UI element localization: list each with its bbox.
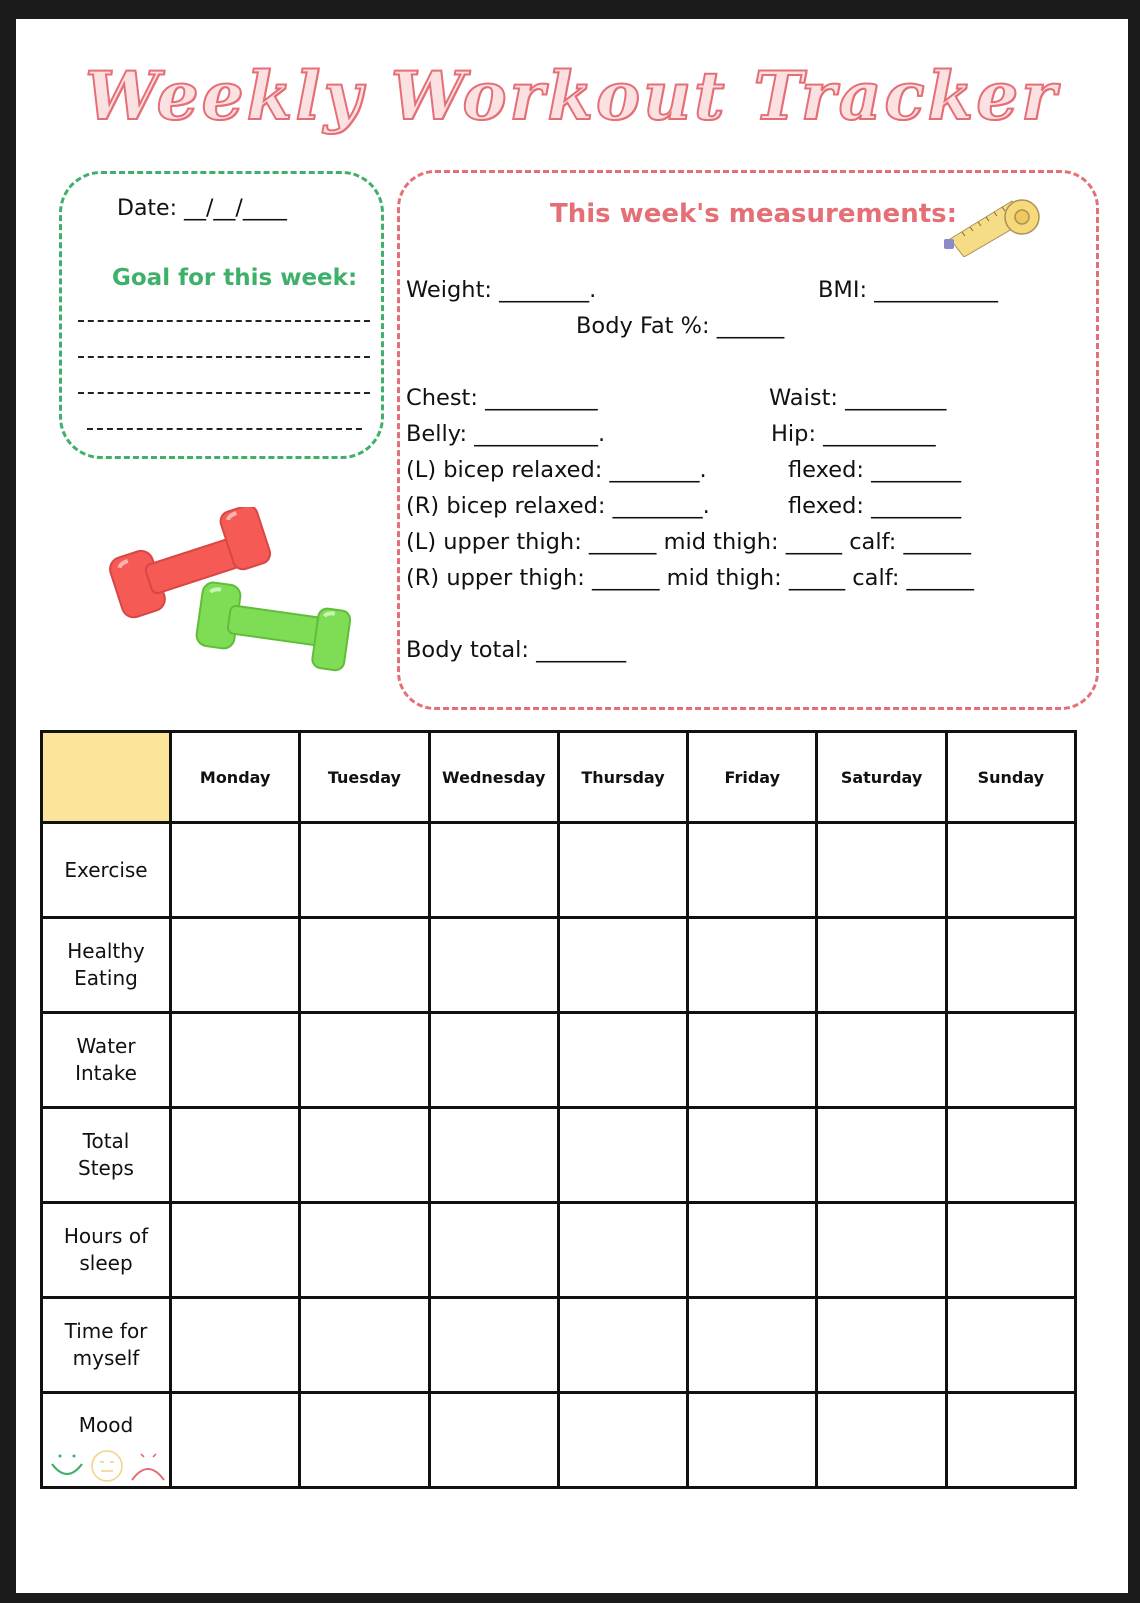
table-cell[interactable] <box>688 1393 817 1488</box>
row-label-hours-of-sleep <box>42 1203 171 1298</box>
weekly-tracker-table <box>40 730 1077 1489</box>
table-cell[interactable] <box>817 1203 946 1298</box>
row-label-text: Eating <box>74 966 138 990</box>
table-cell[interactable] <box>558 1393 687 1488</box>
table-cell[interactable] <box>429 823 558 918</box>
table-cell[interactable] <box>171 1298 300 1393</box>
table-cell[interactable] <box>429 1393 558 1488</box>
row-label-exercise <box>42 823 171 918</box>
goal-title: Goal for this week: <box>112 265 358 291</box>
table-cell[interactable] <box>171 918 300 1013</box>
goal-line-4[interactable] <box>87 428 362 430</box>
table-row <box>42 918 1076 1013</box>
table-cell[interactable] <box>688 823 817 918</box>
table-cell[interactable] <box>558 1108 687 1203</box>
day-header-tuesday: Tuesday <box>300 732 429 823</box>
row-label-mood <box>42 1393 171 1488</box>
goal-line-2[interactable] <box>78 356 370 358</box>
table-cell[interactable] <box>688 918 817 1013</box>
row-label-text: Time for <box>64 1319 148 1343</box>
table-cell[interactable] <box>688 1203 817 1298</box>
dumbbell-icon <box>101 507 351 697</box>
waist-field[interactable]: Waist: _________ <box>769 385 947 411</box>
row-label-text: Steps <box>78 1156 134 1180</box>
mood-faces <box>48 1448 166 1484</box>
table-cell[interactable] <box>946 823 1075 918</box>
date-field[interactable]: Date: __/__/____ <box>117 196 287 221</box>
row-label-water-intake <box>42 1013 171 1108</box>
corner-cell <box>42 732 171 823</box>
body-fat-field[interactable]: Body Fat %: ______ <box>576 313 785 339</box>
table-cell[interactable] <box>171 1108 300 1203</box>
day-header-friday: Friday <box>688 732 817 823</box>
table-cell[interactable] <box>171 1203 300 1298</box>
table-cell[interactable] <box>688 1298 817 1393</box>
goal-box <box>59 171 384 459</box>
table-cell[interactable] <box>171 823 300 918</box>
table-row <box>42 1013 1076 1108</box>
table-cell[interactable] <box>429 1298 558 1393</box>
row-label-total-steps <box>42 1108 171 1203</box>
table-cell[interactable] <box>558 1013 687 1108</box>
table-cell[interactable] <box>817 1108 946 1203</box>
table-row <box>42 1298 1076 1393</box>
left-bicep-field[interactable]: (L) bicep relaxed: ________. <box>406 457 707 483</box>
table-cell[interactable] <box>817 1013 946 1108</box>
table-row <box>42 1108 1076 1203</box>
table-cell[interactable] <box>429 1108 558 1203</box>
page-title: Weekly Workout Tracker <box>84 57 1060 135</box>
table-cell[interactable] <box>300 1298 429 1393</box>
table-cell[interactable] <box>171 1393 300 1488</box>
table-cell[interactable] <box>946 1298 1075 1393</box>
table-cell[interactable] <box>300 918 429 1013</box>
table-cell[interactable] <box>817 1393 946 1488</box>
weight-field[interactable]: Weight: ________. <box>406 277 597 303</box>
right-flexed-field[interactable]: flexed: ________ <box>788 493 962 519</box>
table-cell[interactable] <box>558 1203 687 1298</box>
table-cell[interactable] <box>558 823 687 918</box>
tape-measure-icon <box>942 187 1042 257</box>
body-total-field[interactable]: Body total: ________ <box>406 637 627 663</box>
table-cell[interactable] <box>300 1108 429 1203</box>
table-cell[interactable] <box>558 1298 687 1393</box>
row-label-text: Mood <box>78 1413 134 1437</box>
table-header-row <box>42 732 1076 823</box>
table-cell[interactable] <box>946 1203 1075 1298</box>
table-cell[interactable] <box>300 1203 429 1298</box>
table-cell[interactable] <box>688 1108 817 1203</box>
goal-line-1[interactable] <box>78 320 370 322</box>
belly-field[interactable]: Belly: ___________. <box>406 421 606 447</box>
table-row <box>42 1393 1076 1488</box>
measurements-title: This week's measurements: <box>550 199 957 229</box>
row-label-text: Hours of <box>63 1224 149 1248</box>
row-label-text: Water <box>76 1034 136 1058</box>
table-cell[interactable] <box>688 1013 817 1108</box>
bmi-field[interactable]: BMI: ___________ <box>818 277 998 303</box>
day-header-saturday: Saturday <box>817 732 946 823</box>
row-label-time-for-myself <box>42 1298 171 1393</box>
happy-face-icon[interactable] <box>52 1455 82 1475</box>
day-header-sunday: Sunday <box>946 732 1075 823</box>
row-label-text: Intake <box>75 1061 137 1085</box>
table-cell[interactable] <box>558 918 687 1013</box>
day-header-monday: Monday <box>171 732 300 823</box>
table-cell[interactable] <box>946 1393 1075 1488</box>
chest-field[interactable]: Chest: __________ <box>406 385 598 411</box>
table-cell[interactable] <box>429 1013 558 1108</box>
row-label-text: Exercise <box>64 857 148 882</box>
table-cell[interactable] <box>300 1393 429 1488</box>
table-cell[interactable] <box>946 918 1075 1013</box>
worksheet-page <box>16 19 1128 1593</box>
table-cell[interactable] <box>171 1013 300 1108</box>
day-header-thursday: Thursday <box>558 732 687 823</box>
row-label-text: myself <box>72 1346 140 1370</box>
table-cell[interactable] <box>946 1108 1075 1203</box>
table-row <box>42 1203 1076 1298</box>
goal-line-3[interactable] <box>78 392 370 394</box>
row-label-healthy-eating <box>42 918 171 1013</box>
table-cell[interactable] <box>817 823 946 918</box>
hip-field[interactable]: Hip: __________ <box>771 421 936 447</box>
left-thigh-calf-field[interactable]: (L) upper thigh: ______ mid thigh: _____ calf: ______ <box>406 529 971 555</box>
measurements-box <box>397 170 1099 710</box>
table-cell[interactable] <box>817 1298 946 1393</box>
table-cell[interactable] <box>300 1013 429 1108</box>
right-bicep-field[interactable]: (R) bicep relaxed: ________. <box>406 493 710 519</box>
table-row <box>42 823 1076 918</box>
row-label-text: Healthy <box>67 939 145 963</box>
table-cell[interactable] <box>300 823 429 918</box>
table-cell[interactable] <box>429 1203 558 1298</box>
row-label-text: sleep <box>79 1251 133 1275</box>
day-header-wednesday: Wednesday <box>429 732 558 823</box>
table-cell[interactable] <box>946 1013 1075 1108</box>
sad-face-icon[interactable] <box>132 1454 164 1480</box>
right-thigh-calf-field[interactable]: (R) upper thigh: ______ mid thigh: _____ calf: ______ <box>406 565 975 591</box>
table-cell[interactable] <box>429 918 558 1013</box>
table-cell[interactable] <box>817 918 946 1013</box>
row-label-text: Total <box>82 1129 130 1153</box>
left-flexed-field[interactable]: flexed: ________ <box>788 457 962 483</box>
neutral-face-icon[interactable] <box>92 1451 122 1481</box>
